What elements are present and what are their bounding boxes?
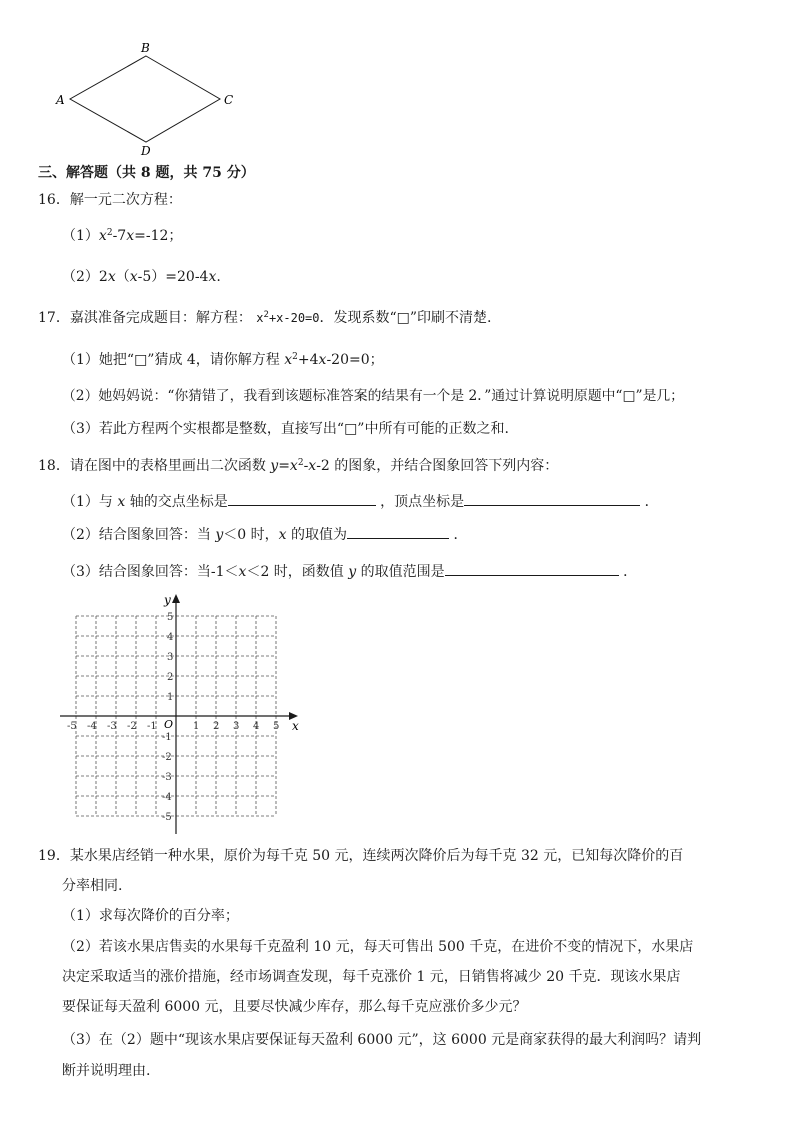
- q18-part2: [62, 524, 467, 545]
- q18-part1: [62, 491, 659, 512]
- q16-part2-prefix: （2）2: [62, 269, 108, 285]
- x-tick-label: -1: [147, 721, 157, 732]
- q16-part1-mid: -7: [112, 228, 127, 244]
- q16-part2-x3: x: [208, 269, 217, 285]
- x-tick-label: -4: [87, 721, 97, 732]
- q19-part3-line1: （3）在（2）题中“现该水果店要保证每天盈利 6000 元”，这 6000 元是商家获得的最大利润吗？请判: [62, 1032, 702, 1048]
- q18-part2-c: 的取值为: [286, 527, 347, 543]
- q18-part1-x: x: [117, 494, 126, 510]
- q17-part1-rest: -20=0；: [326, 352, 384, 368]
- q17-equation: [256, 311, 319, 325]
- q17-equation-rest: +x-20=0: [268, 311, 320, 325]
- q16-part1: [62, 226, 182, 246]
- q16-part2: [62, 267, 221, 287]
- y-tick-label: -4: [162, 792, 172, 803]
- q18-part2-a: （2）结合图象回答：当: [62, 527, 216, 543]
- x-tick-label: 4: [253, 721, 260, 732]
- q17-part1-x: x: [284, 352, 293, 368]
- q16-stem: 16．解一元二次方程：: [38, 192, 182, 208]
- q17-equation-sup: 2: [263, 310, 269, 320]
- coordinate-grid[interactable]: [50, 590, 310, 840]
- q18-answer-blank-2[interactable]: [464, 491, 640, 506]
- x-tick-label: 5: [273, 721, 280, 732]
- y-tick-label: 1: [167, 692, 174, 703]
- q17-stem-suffix: ．发现系数“□”印刷不清楚.: [319, 310, 492, 326]
- rhombus-figure: [50, 38, 250, 158]
- q17-equation-x: x: [256, 311, 264, 325]
- y-tick-label: -3: [162, 772, 172, 783]
- q17-stem: [38, 308, 492, 328]
- q19-part2-line1: （2）若该水果店售卖的水果每千克盈利 10 元，每天可售出 500 千克，在进价不变的情况下，水果店: [62, 939, 694, 955]
- q17-part1-sup: 2: [292, 352, 298, 362]
- y-tick-label: -5: [162, 812, 172, 823]
- q18-part2-b: ＜0 时，: [223, 527, 279, 543]
- q16-part1-x2: x: [126, 228, 135, 244]
- q18-part3-d: ．: [623, 564, 638, 580]
- origin-label: O: [164, 718, 174, 731]
- q18-stem-sup: 2: [297, 458, 304, 468]
- y-tick-label: 2: [167, 672, 174, 683]
- rhombus-shape: [70, 56, 220, 142]
- vertex-label-c: C: [224, 93, 234, 107]
- q16-part2-x2: x: [129, 269, 138, 285]
- q18-stem-y: y: [270, 458, 279, 474]
- x-tick-label: -5: [67, 721, 77, 732]
- x-tick-label: 1: [193, 721, 200, 732]
- q17-part1-x2: x: [318, 352, 327, 368]
- y-tick-label: -1: [162, 732, 172, 743]
- q18-part1-d: ．: [644, 494, 659, 510]
- q17-part1-text: （1）她把“□”猜成 4，请你解方程: [62, 352, 285, 368]
- x-axis-label: x: [292, 719, 299, 733]
- q18-answer-blank-4[interactable]: [445, 561, 619, 576]
- q17-part2: （2）她妈妈说：“你猜错了，我看到该题标准答案的结果有一个是 2．”通过计算说明原题中“□”是几；: [62, 388, 684, 404]
- x-tick-label: -3: [107, 721, 117, 732]
- q18-part1-a: （1）与: [62, 494, 118, 510]
- q18-part1-c: ，顶点坐标是: [380, 494, 465, 510]
- q16-part1-prefix: （1）: [62, 228, 99, 244]
- q16-part2-end: .: [216, 269, 221, 285]
- y-axis-label: y: [164, 593, 171, 607]
- q17-part1-mid: +4: [297, 352, 319, 368]
- x-tick-label: 3: [233, 721, 240, 732]
- q16-part2-mid2: -5）=20-4: [137, 269, 209, 285]
- q18-stem-rest: -2 的图象，并结合图象回答下列内容：: [316, 458, 559, 474]
- q19-part3-line2: 断并说明理由.: [62, 1063, 151, 1079]
- q18-part3-a: （3）结合图象回答：当-1＜: [62, 564, 239, 580]
- q18-part3-c: 的取值范围是: [356, 564, 445, 580]
- q18-stem: [38, 456, 558, 476]
- q16-part2-mid: （: [115, 269, 130, 285]
- q18-stem-x2: x: [308, 458, 317, 474]
- q16-part1-sup: 2: [106, 228, 113, 238]
- q18-stem-minus: -: [303, 458, 309, 474]
- q18-answer-blank-3[interactable]: [347, 524, 449, 539]
- q18-part3-x: x: [238, 564, 247, 580]
- vertex-label-a: A: [56, 93, 65, 107]
- x-tick-label: 2: [213, 721, 220, 732]
- q17-part3: （3）若此方程两个实根都是整数，直接写出“□”中所有可能的正数之和.: [62, 421, 509, 437]
- q18-part3: [62, 561, 637, 582]
- y-tick-label: 4: [167, 632, 174, 643]
- q19-part2-line2: 决定采取适当的涨价措施，经市场调查发现，每千克涨价 1 元，日销售将减少 20 千克．现该水果店: [62, 969, 681, 985]
- q18-part3-y: y: [348, 564, 357, 580]
- q18-part2-y: y: [215, 527, 224, 543]
- q19-part2-line3: 要保证每天盈利 6000 元，且要尽快减少库存，那么每千克应涨价多少元？: [62, 999, 527, 1015]
- q19-stem-line1: 19．某水果店经销一种水果，原价为每千克 50 元，连续两次降价后为每千克 32 元，已知每次降价的百: [38, 848, 684, 864]
- q18-stem-x: x: [289, 458, 298, 474]
- q19-part1: （1）求每次降价的百分率；: [62, 908, 239, 924]
- q17-stem-prefix: 17．嘉淇准备完成题目：解方程：: [38, 310, 252, 326]
- section-heading: 三、解答题（共 8 题，共 75 分）: [38, 165, 255, 181]
- q18-part1-b: 轴的交点坐标是: [125, 494, 228, 510]
- vertex-label-d: D: [141, 144, 151, 158]
- y-tick-label: -2: [162, 752, 172, 763]
- q16-part2-x: x: [107, 269, 116, 285]
- vertex-label-b: B: [141, 41, 150, 55]
- y-axis-arrow-icon: [172, 594, 180, 603]
- q16-part1-x: x: [98, 228, 107, 244]
- q16-part1-rest: =-12；: [134, 228, 183, 244]
- q18-part2-x: x: [278, 527, 287, 543]
- q18-part2-d: ．: [453, 527, 468, 543]
- y-tick-label: 5: [167, 612, 174, 623]
- q17-part1: [62, 350, 384, 370]
- q19-stem-line2: 分率相同.: [62, 878, 123, 894]
- x-tick-labels: [67, 721, 279, 732]
- q18-answer-blank-1[interactable]: [228, 491, 376, 506]
- q18-part3-b: ＜2 时，函数值: [246, 564, 349, 580]
- q18-stem-eq: =: [278, 458, 290, 474]
- q18-stem-prefix: 18．请在图中的表格里画出二次函数: [38, 458, 271, 474]
- y-tick-label: 3: [167, 652, 174, 663]
- x-tick-label: -2: [127, 721, 137, 732]
